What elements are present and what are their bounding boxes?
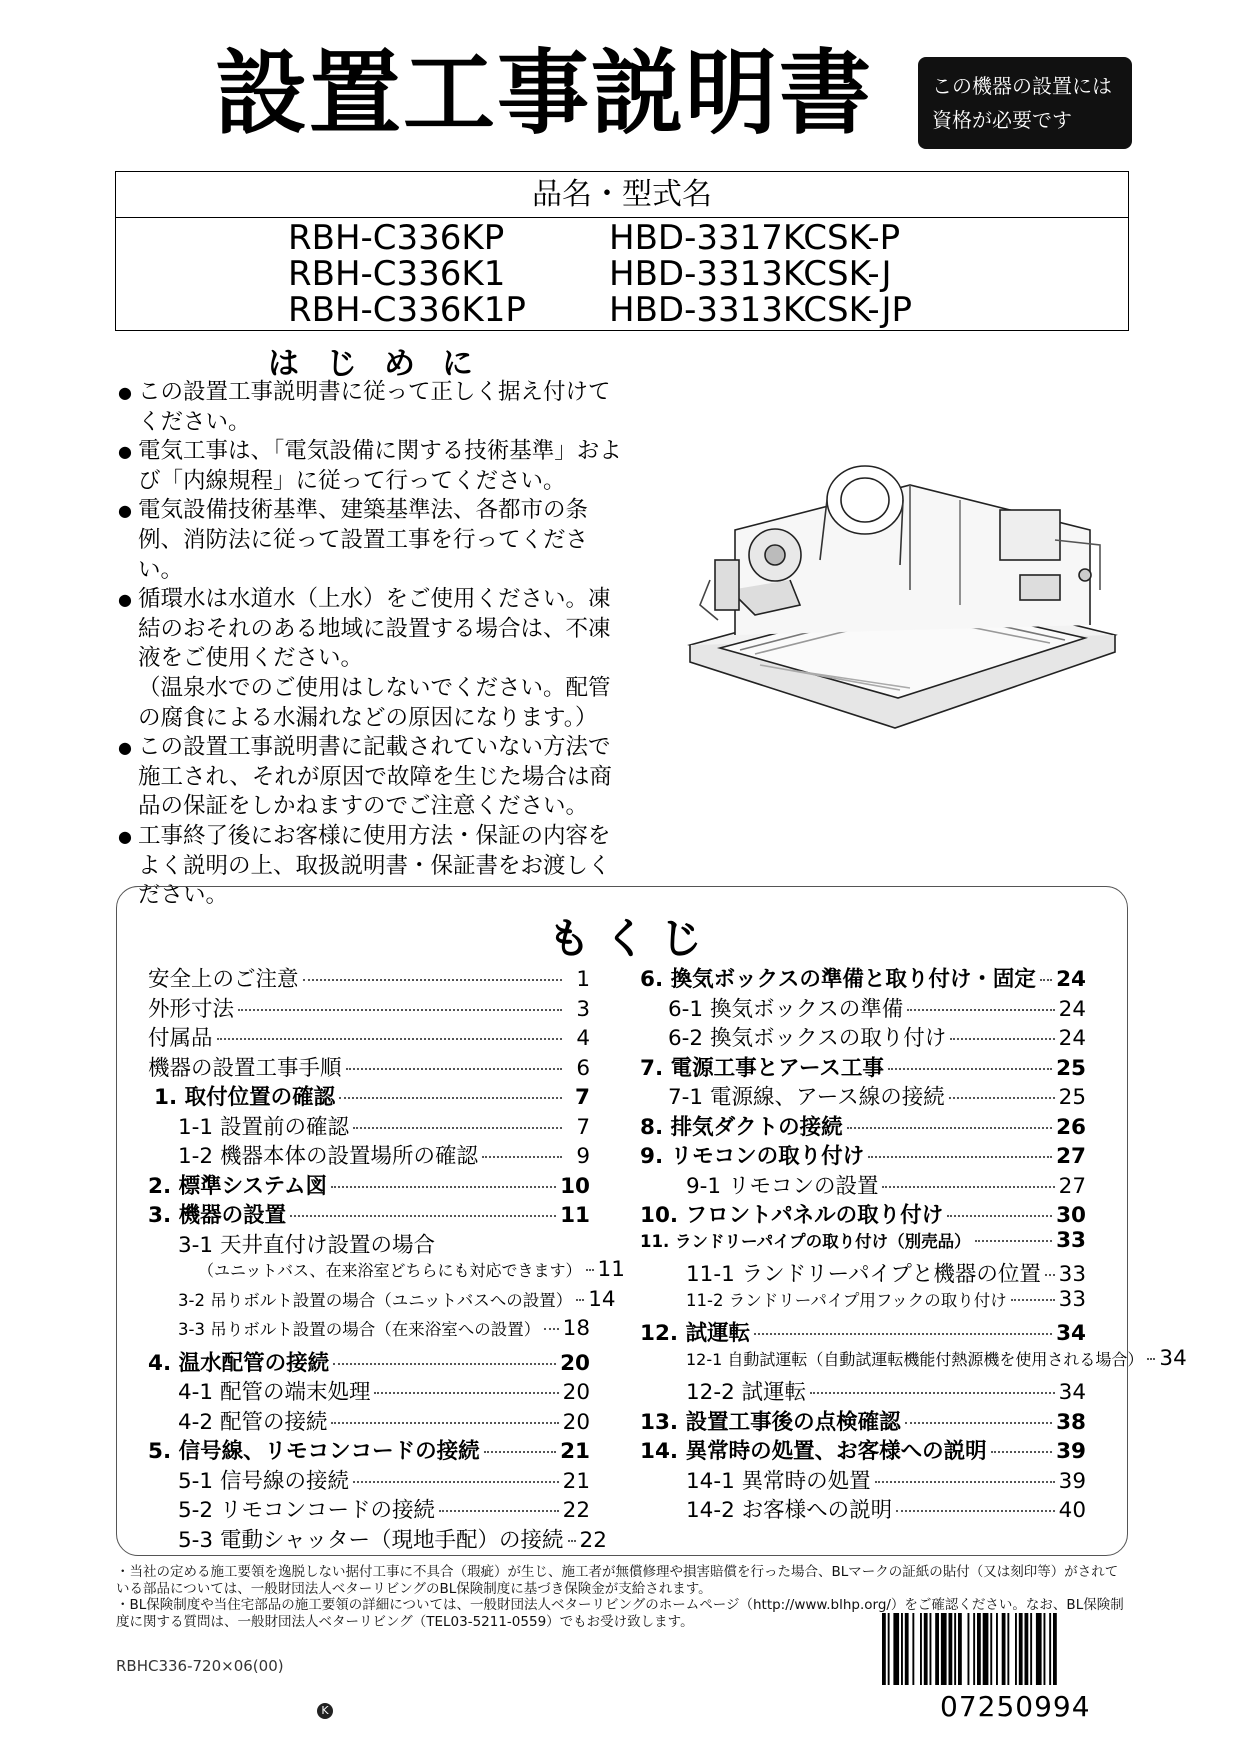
toc-entry bbox=[640, 1464, 1086, 1494]
toc-entry bbox=[640, 962, 1086, 992]
toc-entry-label: 7. 電源工事とアース工事 bbox=[640, 1055, 884, 1081]
barcode-bar bbox=[1002, 1613, 1006, 1685]
barcode-bar bbox=[990, 1613, 992, 1685]
toc-entry bbox=[148, 1286, 616, 1317]
toc-entry-label: 8. 排気ダクトの接続 bbox=[640, 1114, 843, 1140]
toc-entry-page: 21 bbox=[560, 1439, 590, 1464]
bullet-icon: ● bbox=[118, 590, 132, 610]
toc-entry bbox=[148, 1228, 590, 1258]
toc-leader-dots bbox=[847, 1127, 1052, 1129]
toc-leader-dots bbox=[353, 1127, 562, 1129]
model-name: RBH-C336K1 bbox=[288, 254, 506, 294]
toc-entry-label: 3-2 吊りボルト設置の場合（ユニットバスへの設置） bbox=[178, 1290, 573, 1310]
barcode-bar bbox=[977, 1613, 981, 1685]
toc-entry-label: 9-1 リモコンの設置 bbox=[686, 1173, 879, 1199]
product-illustration bbox=[660, 440, 1120, 730]
toc-leader-dots bbox=[875, 1481, 1055, 1483]
intro-item bbox=[118, 733, 626, 822]
barcode-bar bbox=[968, 1613, 970, 1685]
toc-leader-dots bbox=[949, 1097, 1055, 1099]
toc-leader-dots bbox=[888, 1068, 1052, 1070]
toc-entry bbox=[148, 1169, 590, 1199]
toc-entry bbox=[148, 1080, 590, 1110]
toc-entry-label: 付属品 bbox=[148, 1026, 213, 1051]
bullet-icon: ● bbox=[118, 442, 132, 462]
toc-column-right bbox=[640, 962, 1187, 1523]
intro-item bbox=[118, 496, 626, 585]
toc-entry-label: 5-3 電動シャッター（現地手配）の接続 bbox=[178, 1527, 564, 1553]
model-column-right bbox=[609, 220, 912, 328]
toc-entry-page: 4 bbox=[576, 1026, 590, 1051]
toc-entry-label: 11-2 ランドリーパイプ用フックの取り付け bbox=[686, 1290, 1007, 1310]
barcode-bar bbox=[1053, 1613, 1057, 1685]
toc-entry bbox=[148, 1139, 590, 1169]
toc-entry-label: 3-1 天井直付け設置の場合 bbox=[178, 1232, 435, 1258]
toc-entry-page: 9 bbox=[576, 1144, 590, 1169]
toc-entry-page: 3 bbox=[576, 996, 590, 1022]
toc-entry-label: 4-1 配管の端末処理 bbox=[178, 1380, 371, 1405]
toc-entry-page: 10 bbox=[560, 1173, 590, 1199]
toc-leader-dots bbox=[1040, 979, 1052, 981]
barcode-bar bbox=[1036, 1613, 1042, 1685]
barcode-bar bbox=[983, 1613, 989, 1685]
toc-leader-dots bbox=[905, 1422, 1053, 1424]
toc-entry bbox=[148, 1198, 590, 1228]
toc-entry-label: 11-1 ランドリーパイプと機器の位置 bbox=[686, 1262, 1041, 1287]
barcode-number: 07250994 bbox=[940, 1690, 1091, 1723]
barcode-bar bbox=[996, 1613, 998, 1685]
toc-leader-dots bbox=[950, 1038, 1054, 1040]
badge-line-2: 資格が必要です bbox=[932, 108, 1072, 132]
toc-entry-label: 安全上のご注意 bbox=[148, 967, 299, 992]
toc-leader-dots bbox=[1011, 1299, 1055, 1301]
qualification-notice-badge bbox=[918, 57, 1132, 149]
toc-entry-label: 1-2 機器本体の設置場所の確認 bbox=[178, 1144, 478, 1169]
toc-entry-page: 26 bbox=[1056, 1114, 1086, 1140]
intro-list bbox=[118, 378, 626, 911]
toc-leader-dots bbox=[544, 1328, 558, 1330]
toc-entry-label: 10. フロントパネルの取り付け bbox=[640, 1203, 944, 1228]
toc-leader-dots bbox=[484, 1451, 556, 1453]
toc-entry bbox=[640, 992, 1086, 1022]
toc-column-left bbox=[148, 962, 625, 1553]
toc-entry bbox=[640, 1287, 1086, 1317]
toc-entry bbox=[148, 1464, 590, 1494]
toc-entry bbox=[148, 1316, 590, 1346]
intro-item-text: 電気工事は、「電気設備に関する技術基準」および「内線規程」に従って行ってください。 bbox=[138, 438, 622, 494]
toc-entry-label: 3-3 吊りボルト設置の場合（在来浴室への設置） bbox=[178, 1320, 541, 1339]
toc-leader-dots bbox=[333, 1363, 556, 1365]
toc-leader-dots bbox=[975, 1240, 1052, 1242]
toc-entry-page: 21 bbox=[562, 1468, 590, 1494]
badge-line-1: この機器の設置には bbox=[932, 74, 1112, 98]
toc-entry-page: 25 bbox=[1058, 1085, 1086, 1110]
toc-leader-dots bbox=[217, 1038, 562, 1040]
toc-entry-page: 27 bbox=[1056, 1144, 1086, 1169]
barcode-bar bbox=[920, 1613, 922, 1685]
toc-entry bbox=[640, 1110, 1086, 1140]
toc-leader-dots bbox=[991, 1451, 1053, 1453]
toc-entry-label: （ユニットバス、在来浴室どちらにも対応できます） bbox=[198, 1261, 582, 1280]
toc-entry bbox=[640, 1169, 1086, 1199]
toc-entry bbox=[640, 1080, 1086, 1110]
toc-leader-dots bbox=[947, 1215, 1052, 1217]
model-name: RBH-C336KP bbox=[288, 218, 505, 258]
footnote: ・当社の定める施工要領を逸脱しない据付工事に不具合（瑕疵）が生じ、施工者が無償修理や損害賠償を行った場合、BLマークの証紙の貼付（又は刻印等）がされている部品については、一般財団法人ベターリビングのBL保険制度に基づき保険金が支給されます。 bbox=[116, 1564, 1119, 1597]
toc-entry-page: 11 bbox=[560, 1203, 590, 1228]
toc-entry-label: 12-1 自動試運転（自動試運転機能付熱源機を使用される場合） bbox=[686, 1349, 1144, 1369]
barcode-bar bbox=[949, 1613, 953, 1685]
toc-entry-page: 33 bbox=[1056, 1227, 1086, 1253]
barcode-bar bbox=[882, 1613, 886, 1685]
intro-item-text: この設置工事説明書に従って正しく据え付けてください。 bbox=[138, 379, 611, 435]
toc-entry-page: 20 bbox=[560, 1350, 590, 1376]
toc-leader-dots bbox=[439, 1510, 559, 1512]
document-title: 設置工事説明書 bbox=[215, 40, 874, 147]
toc-entry bbox=[148, 1405, 590, 1435]
barcode-bar bbox=[1015, 1613, 1017, 1685]
barcode-bar bbox=[1030, 1613, 1032, 1685]
barcode-bar bbox=[1019, 1613, 1023, 1685]
k-mark-icon: K bbox=[317, 1703, 333, 1719]
toc-entry-label: 機器の設置工事手順 bbox=[148, 1055, 342, 1081]
toc-entry-label: 1. 取付位置の確認 bbox=[154, 1085, 336, 1110]
model-column-left bbox=[288, 220, 526, 328]
model-name: RBH-C336K1P bbox=[288, 290, 526, 330]
toc-leader-dots bbox=[896, 1510, 1055, 1512]
toc-leader-dots bbox=[374, 1392, 558, 1394]
toc-entry bbox=[148, 1434, 590, 1464]
barcode-bar bbox=[935, 1613, 939, 1685]
toc-leader-dots bbox=[907, 1009, 1054, 1011]
toc-leader-dots bbox=[482, 1156, 562, 1158]
toc-entry-label: 6-1 換気ボックスの準備 bbox=[668, 996, 904, 1022]
toc-entry-page: 27 bbox=[1058, 1173, 1086, 1199]
toc-entry-page: 38 bbox=[1056, 1409, 1086, 1435]
toc-leader-dots bbox=[568, 1540, 576, 1542]
toc-entry-page: 39 bbox=[1056, 1439, 1086, 1464]
bullet-icon: ● bbox=[118, 826, 132, 846]
barcode-bar bbox=[905, 1613, 909, 1685]
barcode-bar bbox=[924, 1613, 928, 1685]
intro-item-text: 工事終了後にお客様に使用方法・保証の内容をよく説明の上、取扱説明書・保証書をお渡しください。 bbox=[138, 822, 611, 909]
toc-entry-page: 34 bbox=[1056, 1321, 1086, 1346]
toc-entry-label: 2. 標準システム図 bbox=[148, 1173, 327, 1199]
model-table bbox=[115, 171, 1129, 331]
toc-leader-dots bbox=[1147, 1358, 1155, 1360]
barcode-bar bbox=[912, 1613, 914, 1685]
toc-entry-label: 5. 信号線、リモコンコードの接続 bbox=[148, 1439, 480, 1464]
barcode-bar bbox=[901, 1613, 903, 1685]
barcode-bar bbox=[1044, 1613, 1046, 1685]
toc-entry-label: 9. リモコンの取り付け bbox=[640, 1144, 865, 1169]
toc-leader-dots bbox=[586, 1269, 594, 1271]
barcode-bar bbox=[930, 1613, 932, 1685]
toc-entry-page: 14 bbox=[588, 1286, 616, 1312]
toc-entry-page: 34 bbox=[1159, 1345, 1187, 1371]
toc-entry bbox=[148, 1493, 590, 1523]
toc-entry-label: 12-2 試運転 bbox=[686, 1380, 807, 1405]
toc-leader-dots bbox=[303, 979, 562, 981]
toc-entry-page: 1 bbox=[576, 967, 590, 992]
bullet-icon: ● bbox=[118, 383, 132, 402]
toc-leader-dots bbox=[810, 1392, 1055, 1394]
toc-entry-page: 20 bbox=[562, 1380, 590, 1405]
toc-leader-dots bbox=[290, 1215, 556, 1217]
bullet-icon: ● bbox=[118, 501, 132, 521]
toc-entry-label: 11. ランドリーパイプの取り付け（別売品） bbox=[640, 1231, 971, 1251]
toc-entry bbox=[640, 1375, 1086, 1405]
model-table-heading: 品名・型式名 bbox=[116, 172, 1128, 218]
barcode-bar bbox=[1025, 1613, 1029, 1685]
toc-entry-page: 39 bbox=[1058, 1468, 1086, 1494]
toc-entry-page: 33 bbox=[1058, 1262, 1086, 1287]
toc-entry bbox=[640, 1345, 1187, 1376]
barcode-bar bbox=[1007, 1613, 1009, 1685]
toc-entry bbox=[640, 1493, 1086, 1523]
intro-heading: はじめに bbox=[268, 346, 500, 382]
toc-entry-page: 33 bbox=[1058, 1286, 1086, 1312]
intro-item bbox=[118, 437, 626, 496]
toc-entry-page: 18 bbox=[562, 1316, 590, 1341]
intro-item-text: この設置工事説明書に記載されていない方法で施工され、それが原因で故障を生じた場合は商品の保証をしかねますのでご注意ください。 bbox=[138, 734, 612, 820]
toc-entry-label: 14. 異常時の処置、お客様への説明 bbox=[640, 1439, 987, 1464]
toc-entry bbox=[148, 992, 590, 1022]
toc-leader-dots bbox=[346, 1068, 562, 1070]
toc-entry-page: 40 bbox=[1058, 1498, 1086, 1523]
toc-entry bbox=[640, 1434, 1086, 1464]
toc-entry-page: 22 bbox=[562, 1498, 590, 1523]
toc-entry-label: 1-1 設置前の確認 bbox=[178, 1114, 349, 1140]
toc-leader-dots bbox=[238, 1009, 562, 1011]
toc-entry-label: 6. 換気ボックスの準備と取り付け・固定 bbox=[640, 967, 1036, 992]
toc-entry-page: 20 bbox=[562, 1409, 590, 1435]
toc-entry bbox=[640, 1228, 1086, 1258]
toc-entry-label: 5-1 信号線の接続 bbox=[178, 1468, 349, 1494]
intro-item-text: 循環水は水道水（上水）をご使用ください。凍結のおそれのある地域に設置する場合は、不凍液をご使用ください。 （温泉水でのご使用はしないでください。配管の腐食による水漏れなどの原因になります。） bbox=[138, 586, 611, 731]
toc-entry bbox=[148, 1021, 590, 1051]
barcode-bar bbox=[893, 1613, 899, 1685]
barcode-icon bbox=[880, 1613, 1130, 1698]
toc-leader-dots bbox=[353, 1481, 559, 1483]
toc-entry bbox=[640, 1257, 1086, 1287]
toc-entry-page: 24 bbox=[1058, 996, 1086, 1022]
toc-entry-page: 34 bbox=[1058, 1380, 1086, 1405]
toc-entry bbox=[148, 1257, 625, 1287]
toc-entry bbox=[148, 1523, 607, 1553]
model-name: HBD-3313KCSK-J bbox=[609, 254, 892, 294]
toc-entry bbox=[148, 1110, 590, 1140]
toc-entry-label: 4-2 配管の接続 bbox=[178, 1409, 328, 1435]
toc-entry-label: 4. 温水配管の接続 bbox=[148, 1350, 330, 1376]
toc-leader-dots bbox=[576, 1299, 584, 1301]
toc-entry-page: 24 bbox=[1058, 1026, 1086, 1051]
toc-entry bbox=[640, 1198, 1086, 1228]
toc-entry bbox=[640, 1051, 1086, 1081]
barcode-bar bbox=[941, 1613, 947, 1685]
toc-entry bbox=[640, 1021, 1086, 1051]
toc-entry bbox=[148, 1346, 590, 1376]
barcode-bar bbox=[954, 1613, 956, 1685]
toc-entry-label: 14-2 お客様への説明 bbox=[686, 1498, 893, 1523]
toc-entry-label: 3. 機器の設置 bbox=[148, 1203, 287, 1228]
bullet-icon: ● bbox=[118, 738, 132, 758]
toc-leader-dots bbox=[754, 1333, 1052, 1335]
toc-leader-dots bbox=[339, 1097, 562, 1099]
barcode-bar bbox=[958, 1613, 962, 1685]
intro-item bbox=[118, 378, 626, 437]
toc-entry bbox=[148, 962, 590, 992]
toc-leader-dots bbox=[1045, 1274, 1055, 1276]
toc-entry-page: 25 bbox=[1056, 1055, 1086, 1081]
toc-entry-page: 6 bbox=[576, 1055, 590, 1081]
toc-entry-label: 13. 設置工事後の点検確認 bbox=[640, 1409, 901, 1435]
barcode-bar bbox=[888, 1613, 890, 1685]
toc-entry-label: 外形寸法 bbox=[148, 996, 235, 1022]
toc-entry-label: 14-1 異常時の処置 bbox=[686, 1468, 871, 1494]
toc-entry-page: 22 bbox=[579, 1527, 607, 1553]
toc-leader-dots bbox=[882, 1186, 1054, 1188]
toc-entry bbox=[640, 1316, 1086, 1346]
footnote: ・BL保険制度や当住宅部品の施工要領の詳細については、一般財団法人ベターリビングのホームページ（http://www.blhp.org/）をご確認ください。なお、BL保険制度に関する質問は、一般財団法人ベターリビング（TEL03-5211-0559）でもお受け致します。 bbox=[116, 1597, 1124, 1630]
toc-entry bbox=[148, 1051, 590, 1081]
toc-leader-dots bbox=[331, 1186, 556, 1188]
toc-entry-label: 7-1 電源線、アース線の接続 bbox=[668, 1085, 945, 1110]
toc-entry-page: 24 bbox=[1056, 967, 1086, 992]
toc-leader-dots bbox=[868, 1156, 1052, 1158]
toc-entry-label: 12. 試運転 bbox=[640, 1321, 751, 1346]
document-code: RBHC336-720×06(00) bbox=[116, 1657, 284, 1675]
toc-entry bbox=[640, 1139, 1086, 1169]
toc-leader-dots bbox=[331, 1422, 558, 1424]
toc-entry-page: 7 bbox=[575, 1085, 590, 1110]
toc-entry-page: 7 bbox=[576, 1114, 590, 1140]
barcode-bar bbox=[973, 1613, 975, 1685]
toc-entry bbox=[148, 1375, 590, 1405]
toc-entry-label: 6-2 換気ボックスの取り付け bbox=[668, 1026, 947, 1051]
intro-item-text: 電気設備技術基準、建築基準法、各都市の条例、消防法に従って設置工事を行ってください。 bbox=[138, 497, 589, 583]
model-name: HBD-3313KCSK-JP bbox=[609, 290, 913, 330]
barcode-bar bbox=[1049, 1613, 1051, 1685]
toc-heading: もくじ bbox=[548, 914, 717, 963]
model-name: HBD-3317KCSK-P bbox=[609, 218, 901, 258]
toc-entry-page: 30 bbox=[1056, 1203, 1086, 1228]
toc-entry-page: 11 bbox=[597, 1257, 625, 1282]
intro-item bbox=[118, 585, 626, 733]
toc-entry bbox=[640, 1405, 1086, 1435]
toc-entry-label: 5-2 リモコンコードの接続 bbox=[178, 1498, 435, 1523]
